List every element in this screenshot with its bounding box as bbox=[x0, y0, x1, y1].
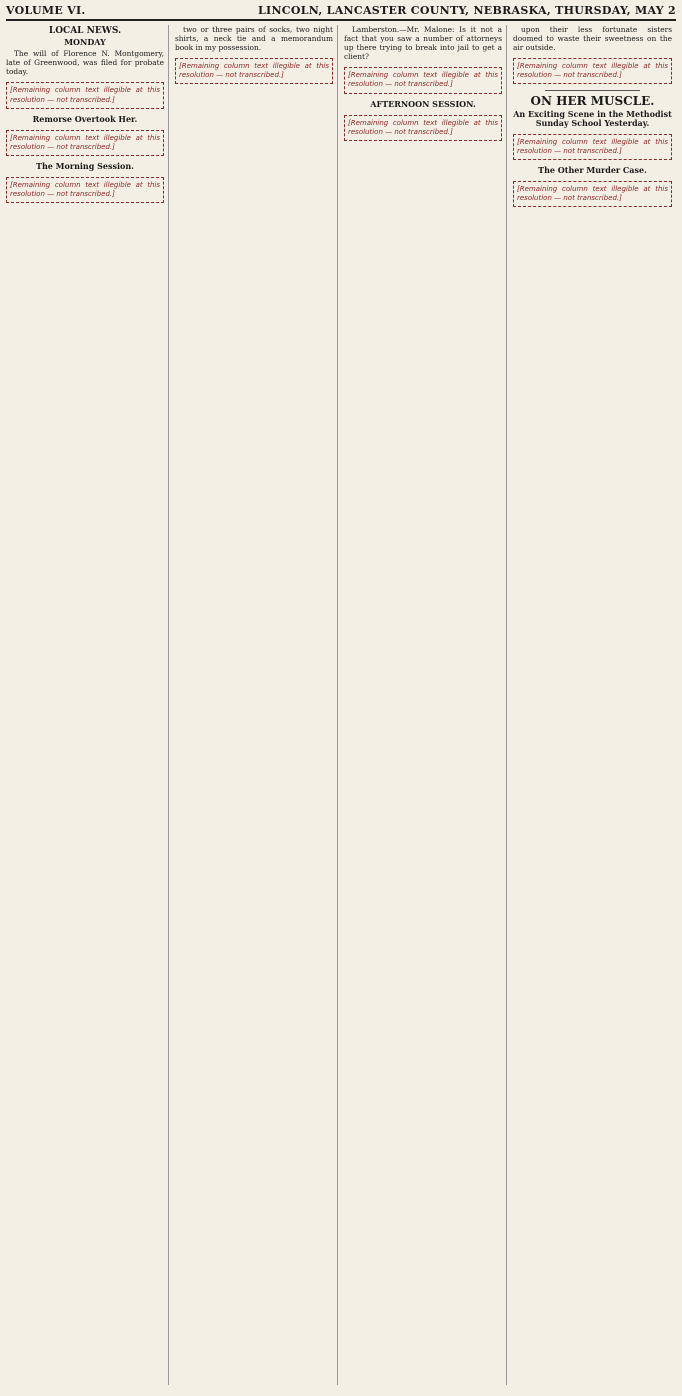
illegible-note: [Remaining column text illegible at this resolution — not transcribed.] bbox=[513, 134, 672, 160]
illegible-note: [Remaining column text illegible at this resolution — not transcribed.] bbox=[513, 181, 672, 207]
column-4 bbox=[513, 25, 676, 1385]
place-date: LINCOLN, LANCASTER COUNTY, NEBRASKA, THURSDAY, MAY 2 bbox=[257, 4, 676, 17]
article-subheading: An Exciting Scene in the Methodist Sunday School Yesterday. bbox=[513, 108, 672, 128]
article-heading: The Other Murder Case. bbox=[538, 164, 647, 175]
illegible-note: [Remaining column text illegible at this resolution — not transcribed.] bbox=[6, 82, 164, 108]
article-lead: Lamberston.—Mr. Malone: Is it not a fact that you saw a number of attorneys up there trying to break into jail to get a client? bbox=[344, 25, 502, 62]
columns bbox=[6, 25, 676, 1385]
article-heading: Remorse Overtook Her. bbox=[32, 113, 138, 124]
article-lead: upon their less fortunate sisters doomed to waste their sweetness on the air outside. bbox=[513, 25, 672, 53]
section-heading: LOCAL NEWS. bbox=[48, 26, 122, 36]
illegible-note: [Remaining column text illegible at this resolution — not transcribed.] bbox=[6, 130, 164, 156]
article-heading: AFTERNOON SESSION. bbox=[370, 98, 476, 109]
article-heading: The Morning Session. bbox=[36, 160, 134, 171]
illegible-note: [Remaining column text illegible at this resolution — not transcribed.] bbox=[6, 177, 164, 203]
illegible-note: [Remaining column text illegible at this resolution — not transcribed.] bbox=[513, 58, 672, 84]
article-lead: The will of Florence N. Montgomery, late of Greenwood, was filed for probate today. bbox=[6, 49, 164, 77]
article-lead: two or three pairs of socks, two night shirts, a neck tie and a memorandum book in my possession. bbox=[175, 25, 333, 53]
column-3 bbox=[344, 25, 507, 1385]
illegible-note: [Remaining column text illegible at this resolution — not transcribed.] bbox=[175, 58, 333, 84]
article-heading: ON HER MUSCLE. bbox=[530, 94, 655, 109]
illegible-note: [Remaining column text illegible at this resolution — not transcribed.] bbox=[344, 67, 502, 93]
illegible-note: [Remaining column text illegible at this resolution — not transcribed.] bbox=[344, 115, 502, 141]
day-heading: MONDAY bbox=[64, 37, 106, 48]
volume-label: VOLUME VI. bbox=[6, 4, 86, 17]
masthead bbox=[6, 4, 676, 21]
divider bbox=[545, 90, 640, 91]
column-1 bbox=[6, 25, 169, 1385]
column-2 bbox=[175, 25, 338, 1385]
